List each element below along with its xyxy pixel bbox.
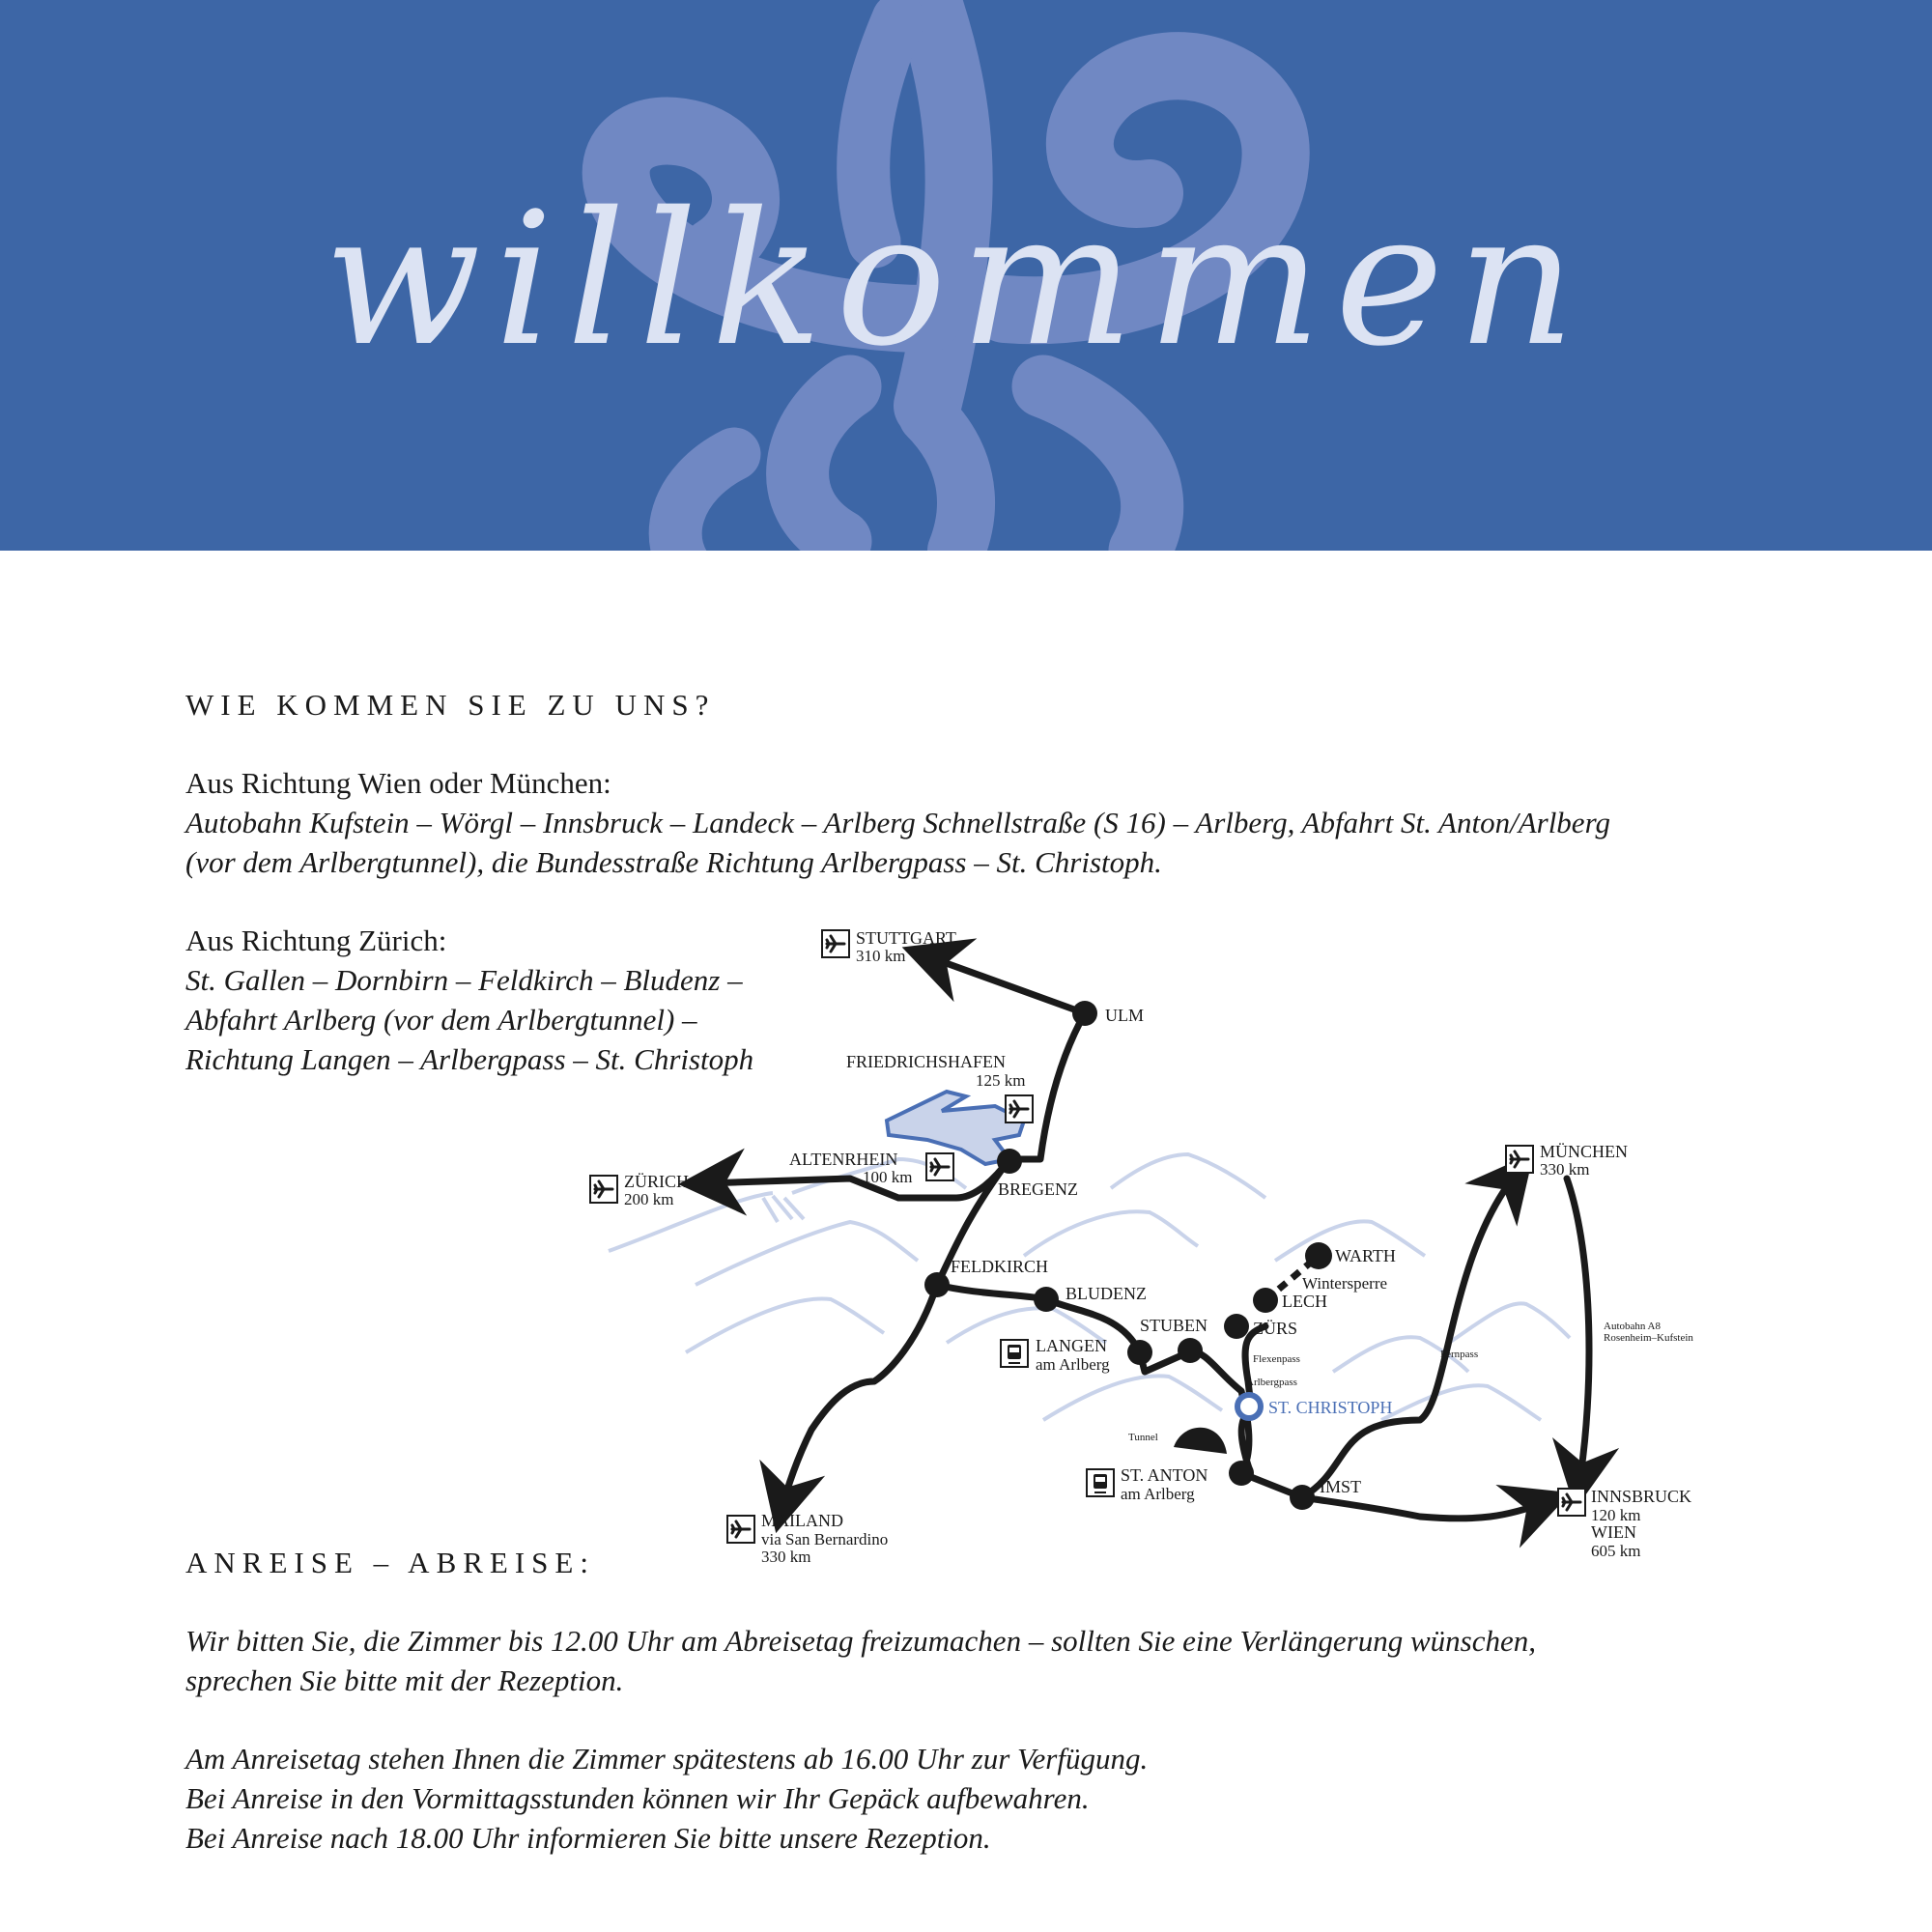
label-muenchen-km: 330 km [1540, 1160, 1590, 1179]
label-st-christoph: ST. CHRISTOPH [1268, 1398, 1393, 1417]
airport-icon-muenchen [1506, 1146, 1533, 1173]
welcome-title: willkommen [324, 173, 1589, 386]
directions-heading: WIE KOMMEN SIE ZU UNS? [185, 688, 716, 722]
town-dot-ulm [1072, 1001, 1097, 1026]
checkout-line2: sprechen Sie bitte mit der Rezeption. [185, 1663, 624, 1697]
label-zuerich: ZÜRICH [624, 1172, 689, 1191]
from-zurich-route-line2: Abfahrt Arlberg (vor dem Arlbergtunnel) – [185, 1003, 697, 1037]
label-autobahn-a8: Autobahn A8 [1604, 1321, 1661, 1332]
airport-icon-innsbruck [1558, 1489, 1585, 1516]
label-innsbruck-km: 120 km [1591, 1506, 1641, 1524]
label-altenrhein: ALTENRHEIN [789, 1150, 898, 1169]
from-zurich-route-line1: St. Gallen – Dornbirn – Feldkirch – Bludenz – [185, 963, 743, 997]
label-stuttgart-km: 310 km [856, 947, 906, 965]
label-friedrichshafen: FRIEDRICHSHAFEN [846, 1052, 1007, 1071]
airport-icon-stuttgart [822, 930, 849, 957]
label-innsbruck: INNSBRUCK [1591, 1487, 1692, 1506]
checkin-paragraph [185, 1739, 1148, 1858]
town-dot-bregenz [997, 1149, 1022, 1174]
airport-icon-altenrhein [926, 1153, 953, 1180]
town-dot-feldkirch [924, 1272, 950, 1297]
checkin-line2: Bei Anreise in den Vormittagsstunden können wir Ihr Gepäck aufbewahren. [185, 1781, 1090, 1815]
directions-from-vienna [185, 763, 1610, 882]
label-wien-km: 605 km [1591, 1542, 1641, 1560]
label-warth: WARTH [1335, 1246, 1396, 1265]
label-st-anton: ST. ANTON [1121, 1465, 1208, 1485]
label-mailand-via: via San Bernardino [761, 1530, 889, 1548]
label-wintersperre: Wintersperre [1302, 1274, 1388, 1293]
label-arlbergpass: Arlbergpass [1246, 1377, 1297, 1388]
airport-icon-friedrichshafen [1006, 1095, 1033, 1122]
airport-icon-mailand [727, 1516, 754, 1543]
airport-icon-zuerich [590, 1176, 617, 1203]
label-autobahn-route: Rosenheim–Kufstein [1604, 1332, 1693, 1344]
label-imst: IMST [1320, 1477, 1362, 1496]
town-dot-zuers [1224, 1314, 1249, 1339]
label-flexenpass: Flexenpass [1253, 1353, 1300, 1365]
town-dot-warth [1305, 1242, 1332, 1269]
checkin-line3: Bei Anreise nach 18.00 Uhr informieren Sie bitte unsere Rezeption. [185, 1821, 991, 1855]
town-dot-st-christoph [1237, 1395, 1261, 1418]
town-dot-st-anton [1229, 1461, 1254, 1486]
checkin-line1: Am Anreisetag stehen Ihnen die Zimmer spätestens ab 16.00 Uhr zur Verfügung. [185, 1742, 1149, 1776]
label-friedrichshafen-km: 125 km [976, 1071, 1026, 1090]
from-vienna-label: Aus Richtung Wien oder München: [185, 766, 611, 800]
town-dot-bludenz [1034, 1287, 1059, 1312]
from-vienna-route-line1: Autobahn Kufstein – Wörgl – Innsbruck – Landeck – Arlberg Schnellstraße (S 16) – Arlberg, Abfahrt St. Anton/Arlberg [185, 806, 1610, 839]
label-stuben: STUBEN [1140, 1316, 1208, 1335]
label-st-anton-sub: am Arlberg [1121, 1485, 1195, 1503]
label-feldkirch: FELDKIRCH [951, 1257, 1049, 1276]
label-ulm: ULM [1105, 1006, 1144, 1025]
label-tunnel: Tunnel [1128, 1432, 1158, 1443]
label-zuerich-km: 200 km [624, 1190, 674, 1208]
from-vienna-route-line2: (vor dem Arlbergtunnel), die Bundesstraße Richtung Arlbergpass – St. Christoph. [185, 845, 1162, 879]
checkout-paragraph [185, 1621, 1536, 1700]
town-dot-stuben [1178, 1338, 1203, 1363]
label-lech: LECH [1282, 1292, 1327, 1311]
label-fernpass: Fernpass [1440, 1349, 1479, 1360]
town-dot-imst [1290, 1485, 1315, 1510]
label-wien: WIEN [1591, 1522, 1636, 1542]
tunnel-marker [1174, 1428, 1227, 1454]
train-station-icon-langen [1001, 1340, 1028, 1367]
map-labels [624, 928, 1693, 1566]
welcome-title-script [0, 0, 1932, 551]
label-langen-sub: am Arlberg [1036, 1355, 1110, 1374]
town-dot-langen [1127, 1340, 1152, 1365]
label-muenchen: MÜNCHEN [1540, 1142, 1629, 1161]
route-map [580, 908, 1739, 1575]
train-station-icon-st-anton [1087, 1469, 1114, 1496]
checkout-line1: Wir bitten Sie, die Zimmer bis 12.00 Uhr am Abreisetag freizumachen – sollten Sie eine Verlängerung wünschen, [185, 1624, 1536, 1658]
label-langen: LANGEN [1036, 1336, 1107, 1355]
from-zurich-route-line3: Richtung Langen – Arlbergpass – St. Christoph [185, 1042, 754, 1076]
label-altenrhein-km: 100 km [863, 1168, 913, 1186]
label-mailand: MAILAND [761, 1511, 843, 1530]
arrival-heading: ANREISE – ABREISE: [185, 1546, 595, 1579]
welcome-banner [0, 0, 1932, 551]
label-bludenz: BLUDENZ [1065, 1284, 1147, 1303]
from-zurich-label: Aus Richtung Zürich: [185, 923, 447, 957]
label-mailand-km: 330 km [761, 1548, 811, 1566]
label-stuttgart: STUTTGART [856, 928, 956, 948]
label-zuers: ZÜRS [1253, 1319, 1298, 1338]
town-dot-lech [1253, 1288, 1278, 1313]
label-bregenz: BREGENZ [998, 1179, 1078, 1199]
